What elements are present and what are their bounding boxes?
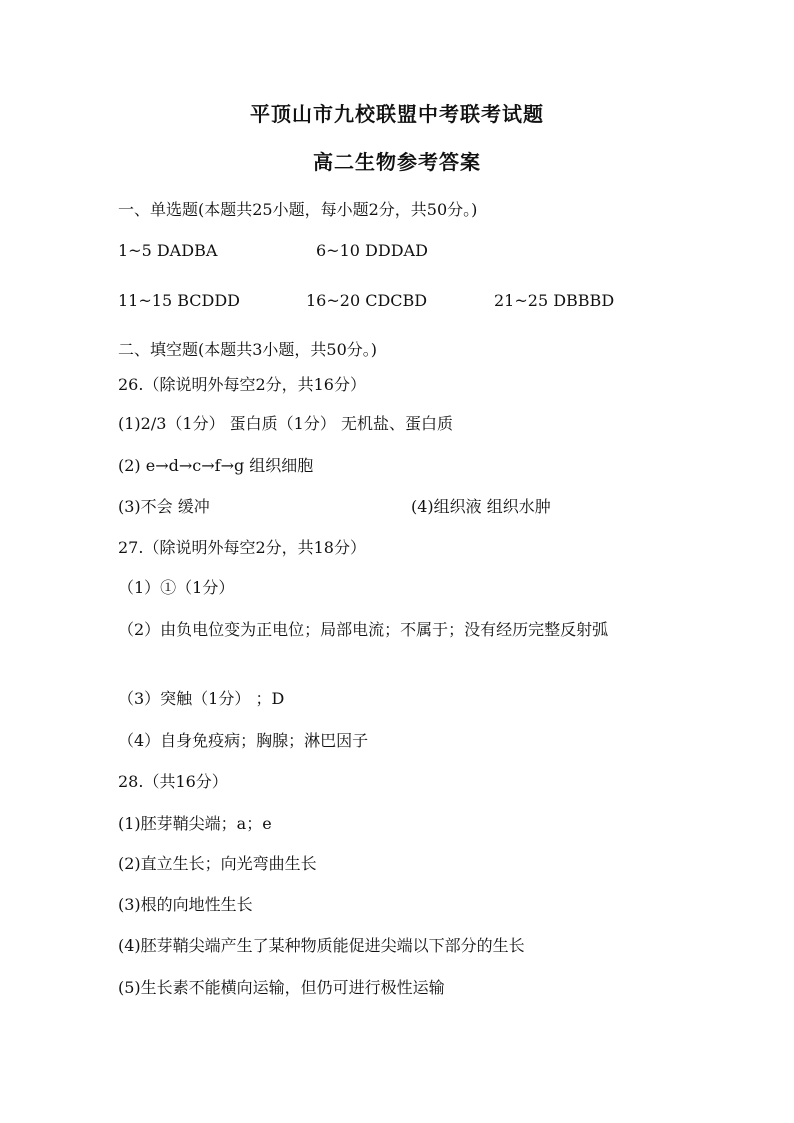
answer-6-10: 6~10 DDDAD [316, 241, 428, 260]
q26-part1: (1)2/3（1分） 蛋白质（1分） 无机盐、蛋白质 [118, 414, 453, 433]
section2-heading: 二、填空题(本题共3小题，共50分。) [118, 340, 378, 359]
q28-part3: (3)根的向地性生长 [118, 895, 253, 914]
q28-part2: (2)直立生长；向光弯曲生长 [118, 854, 317, 873]
q27-part1: （1）①（1分） [118, 578, 235, 597]
q26-part3: (3)不会 缓冲 [118, 497, 210, 516]
page-subtitle: 高二生物参考答案 [313, 150, 481, 174]
answer-11-15: 11~15 BCDDD [118, 291, 240, 310]
q27-part4: （4）自身免疫病；胸腺；淋巴因子 [118, 731, 369, 750]
page-title: 平顶山市九校联盟中考联考试题 [250, 102, 544, 126]
q26-part4: (4)组织液 组织水肿 [411, 497, 551, 516]
q28-title: 28.（共16分） [118, 772, 228, 791]
answer-21-25: 21~25 DBBBD [494, 291, 615, 310]
section1-heading: 一、单选题(本题共25小题，每小题2分，共50分。) [118, 200, 478, 219]
q28-part5: (5)生长素不能横向运输，但仍可进行极性运输 [118, 978, 445, 997]
answer-16-20: 16~20 CDCBD [306, 291, 428, 310]
q28-part4: (4)胚芽鞘尖端产生了某种物质能促进尖端以下部分的生长 [118, 936, 525, 955]
answer-1-5: 1~5 DADBA [118, 241, 218, 260]
q28-part1: (1)胚芽鞘尖端；a；e [118, 814, 272, 833]
q26-title: 26.（除说明外每空2分，共16分） [118, 375, 366, 394]
q27-part2: （2）由负电位变为正电位；局部电流；不属于；没有经历完整反射弧 [118, 620, 609, 639]
q26-part2: (2) e→d→c→f→g 组织细胞 [118, 456, 314, 475]
q27-title: 27.（除说明外每空2分，共18分） [118, 538, 366, 557]
q27-part3: （3）突触（1分） ；D [118, 689, 285, 708]
